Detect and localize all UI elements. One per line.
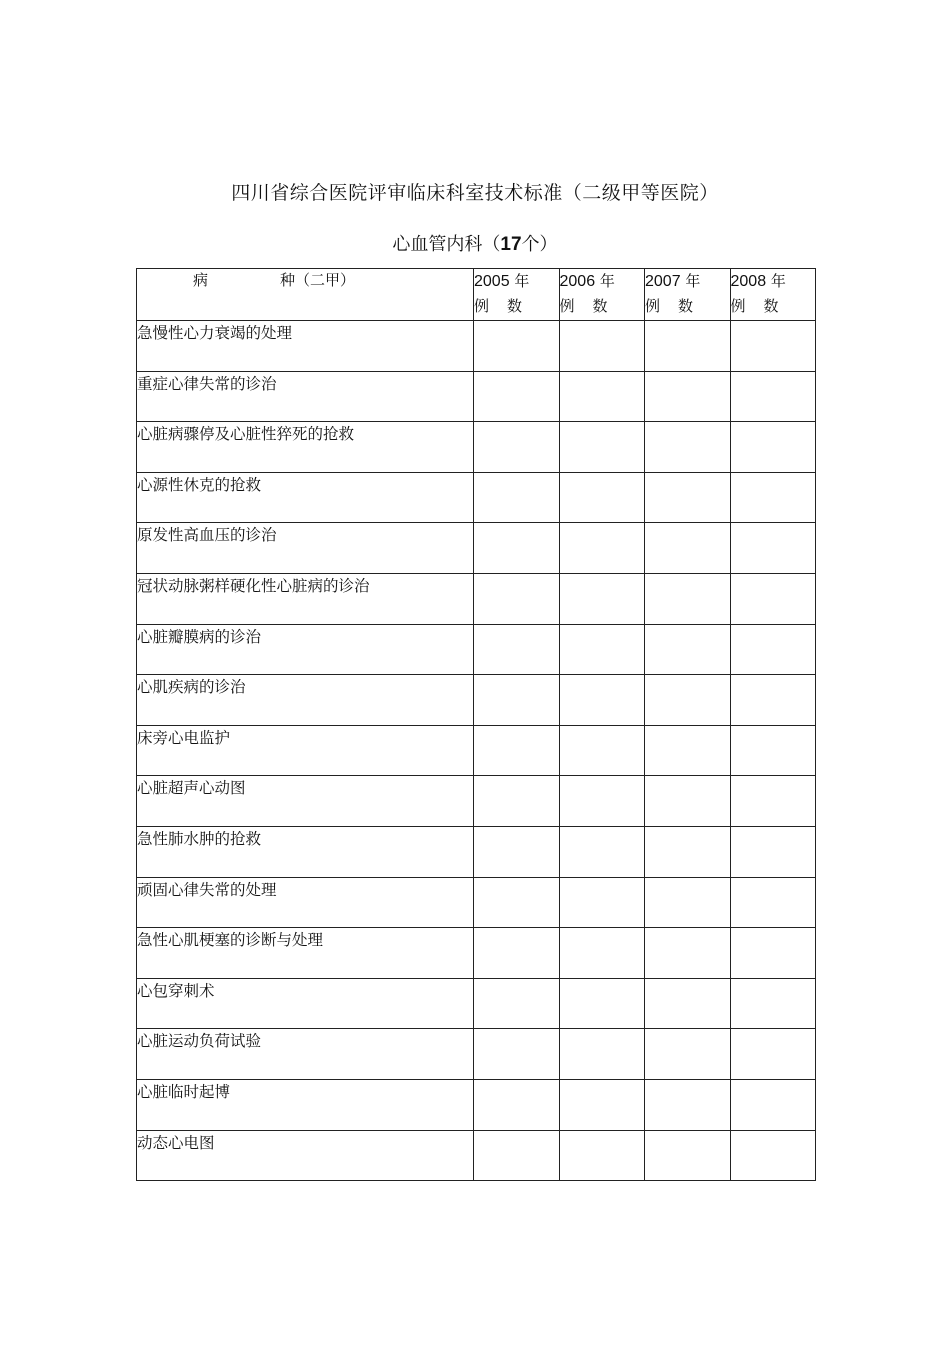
case-count-cell-2007	[645, 1130, 731, 1181]
case-count-cell-2008	[730, 877, 816, 928]
cases-label-1: 例	[474, 297, 490, 315]
subtitle-prefix: 心血管内科（	[392, 234, 501, 255]
cases-label-2: 数	[507, 297, 523, 315]
year-column-header-2006	[559, 269, 645, 321]
disease-name-cell: 心脏瓣膜病的诊治	[137, 624, 474, 675]
case-count-cell-2005	[474, 1079, 560, 1130]
case-count-cell-2006	[559, 1029, 645, 1080]
case-count-cell-2005	[474, 624, 560, 675]
case-count-cell-2006	[559, 422, 645, 473]
year-unit: 年	[514, 272, 530, 290]
disease-name-cell: 动态心电图	[137, 1130, 474, 1181]
case-count-cell-2006	[559, 725, 645, 776]
case-count-cell-2007	[645, 826, 731, 877]
year-label: 2008	[730, 273, 767, 290]
disease-name-cell: 急性肺水肿的抢救	[137, 826, 474, 877]
cases-label-2: 数	[592, 297, 608, 315]
table-row	[137, 573, 816, 624]
case-count-cell-2008	[730, 1130, 816, 1181]
case-count-cell-2005	[474, 523, 560, 574]
case-count-cell-2005	[474, 573, 560, 624]
subtitle-suffix: 个）	[521, 234, 558, 255]
case-count-cell-2007	[645, 1079, 731, 1130]
table-row	[137, 877, 816, 928]
year-unit: 年	[685, 272, 701, 290]
case-count-cell-2007	[645, 321, 731, 372]
case-count-cell-2008	[730, 725, 816, 776]
disease-standards-table	[136, 268, 816, 1181]
table-row	[137, 928, 816, 979]
case-count-cell-2007	[645, 624, 731, 675]
case-count-cell-2006	[559, 928, 645, 979]
case-count-cell-2005	[474, 877, 560, 928]
year-label: 2006	[559, 273, 596, 290]
disease-name-cell: 床旁心电监护	[137, 725, 474, 776]
cases-label-1: 例	[645, 297, 661, 315]
case-count-cell-2006	[559, 523, 645, 574]
case-count-cell-2007	[645, 776, 731, 827]
disease-name-cell: 心脏运动负荷试验	[137, 1029, 474, 1080]
disease-name-cell: 急性心肌梗塞的诊断与处理	[137, 928, 474, 979]
case-count-cell-2005	[474, 928, 560, 979]
case-count-cell-2006	[559, 472, 645, 523]
case-count-cell-2008	[730, 675, 816, 726]
disease-name-cell: 心源性休克的抢救	[137, 472, 474, 523]
case-count-cell-2005	[474, 1130, 560, 1181]
case-count-cell-2008	[730, 523, 816, 574]
case-count-cell-2006	[559, 321, 645, 372]
table-row	[137, 776, 816, 827]
case-count-cell-2005	[474, 776, 560, 827]
case-count-cell-2008	[730, 1029, 816, 1080]
disease-name-cell: 原发性高血压的诊治	[137, 523, 474, 574]
disease-name-cell: 重症心律失常的诊治	[137, 371, 474, 422]
case-count-cell-2007	[645, 675, 731, 726]
case-count-cell-2007	[645, 573, 731, 624]
document-title: 四川省综合医院评审临床科室技术标准（二级甲等医院）	[231, 182, 719, 204]
case-count-cell-2007	[645, 978, 731, 1029]
case-count-cell-2007	[645, 523, 731, 574]
case-count-cell-2007	[645, 472, 731, 523]
case-count-cell-2006	[559, 1079, 645, 1130]
table-row	[137, 523, 816, 574]
case-count-cell-2006	[559, 371, 645, 422]
case-count-cell-2006	[559, 624, 645, 675]
department-subtitle	[0, 230, 950, 256]
disease-header-part1: 病	[193, 271, 209, 289]
table-body	[137, 321, 816, 1181]
case-count-cell-2008	[730, 422, 816, 473]
case-count-cell-2005	[474, 1029, 560, 1080]
disease-name-cell: 冠状动脉粥样硬化性心脏病的诊治	[137, 573, 474, 624]
case-count-cell-2006	[559, 776, 645, 827]
disease-name-cell: 急慢性心力衰竭的处理	[137, 321, 474, 372]
cases-label-1: 例	[559, 297, 575, 315]
case-count-cell-2008	[730, 573, 816, 624]
table-row	[137, 472, 816, 523]
year-label: 2007	[645, 273, 681, 290]
case-count-cell-2007	[645, 725, 731, 776]
case-count-cell-2005	[474, 472, 560, 523]
case-count-cell-2005	[474, 675, 560, 726]
case-count-cell-2008	[730, 1079, 816, 1130]
disease-name-cell: 心包穿刺术	[137, 978, 474, 1029]
table-row	[137, 1029, 816, 1080]
case-count-cell-2008	[730, 371, 816, 422]
disease-name-cell: 心脏超声心动图	[137, 776, 474, 827]
case-count-cell-2008	[730, 978, 816, 1029]
case-count-cell-2007	[645, 422, 731, 473]
table-row	[137, 978, 816, 1029]
table-row	[137, 725, 816, 776]
subtitle-count: 17	[500, 234, 522, 255]
table-row	[137, 371, 816, 422]
cases-label-1: 例	[730, 297, 746, 315]
year-unit: 年	[599, 272, 615, 290]
case-count-cell-2006	[559, 877, 645, 928]
case-count-cell-2005	[474, 978, 560, 1029]
case-count-cell-2005	[474, 371, 560, 422]
disease-column-header	[137, 269, 474, 321]
disease-name-cell: 顽固心律失常的处理	[137, 877, 474, 928]
disease-name-cell: 心肌疾病的诊治	[137, 675, 474, 726]
case-count-cell-2007	[645, 1029, 731, 1080]
case-count-cell-2008	[730, 624, 816, 675]
case-count-cell-2007	[645, 371, 731, 422]
case-count-cell-2008	[730, 472, 816, 523]
table-row	[137, 675, 816, 726]
case-count-cell-2008	[730, 826, 816, 877]
case-count-cell-2008	[730, 321, 816, 372]
case-count-cell-2007	[645, 928, 731, 979]
case-count-cell-2005	[474, 725, 560, 776]
case-count-cell-2005	[474, 422, 560, 473]
year-column-header-2007	[645, 269, 731, 321]
table-row	[137, 321, 816, 372]
case-count-cell-2006	[559, 1130, 645, 1181]
disease-name-cell: 心脏病骤停及心脏性猝死的抢救	[137, 422, 474, 473]
case-count-cell-2008	[730, 776, 816, 827]
case-count-cell-2007	[645, 877, 731, 928]
cases-label-2: 数	[678, 297, 694, 315]
case-count-cell-2006	[559, 675, 645, 726]
year-column-header-2005	[474, 269, 560, 321]
case-count-cell-2005	[474, 826, 560, 877]
case-count-cell-2005	[474, 321, 560, 372]
disease-header-part2: 种（二甲）	[280, 271, 356, 289]
table-row	[137, 826, 816, 877]
case-count-cell-2006	[559, 573, 645, 624]
year-label: 2005	[474, 273, 510, 290]
table-row	[137, 1130, 816, 1181]
year-column-header-2008	[730, 269, 816, 321]
disease-name-cell: 心脏临时起博	[137, 1079, 474, 1130]
year-unit: 年	[770, 272, 786, 290]
cases-label-2: 数	[763, 297, 779, 315]
table-header-row	[137, 269, 816, 321]
case-count-cell-2006	[559, 978, 645, 1029]
case-count-cell-2006	[559, 826, 645, 877]
table-row	[137, 624, 816, 675]
case-count-cell-2008	[730, 928, 816, 979]
table-row	[137, 1079, 816, 1130]
table-row	[137, 422, 816, 473]
